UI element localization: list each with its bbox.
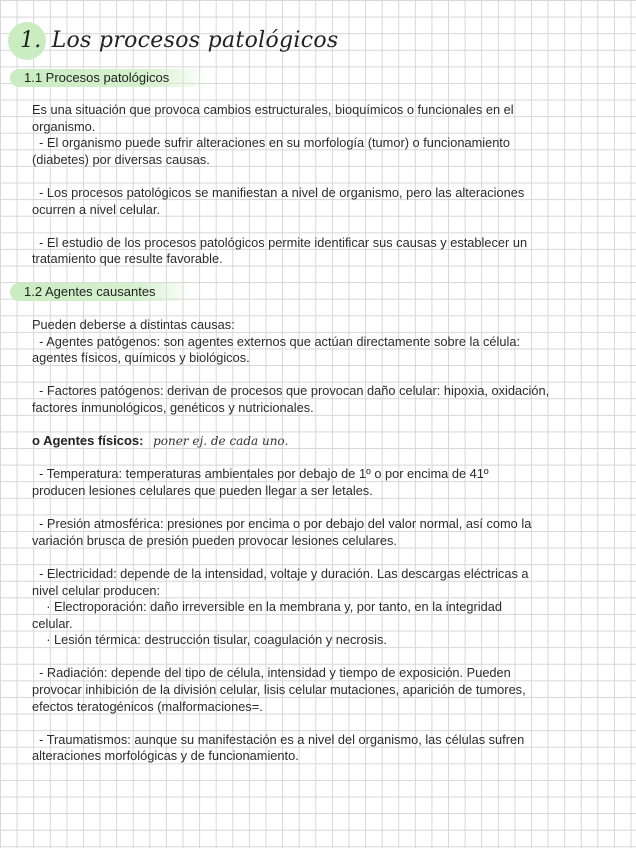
handwritten-note: poner ej. de cada uno. xyxy=(153,434,289,449)
title-text: Los procesos patológicos xyxy=(51,28,339,53)
text-line: - Electricidad: depende de la intensidad, voltaje y duración. Las descargas eléctricas a xyxy=(32,565,529,581)
text-line: - Los procesos patológicos se manifiestan a nivel de organismo, pero las alteraciones xyxy=(32,184,525,200)
text-line xyxy=(32,649,622,666)
section2-body xyxy=(32,317,622,765)
section1-body xyxy=(32,102,622,268)
section-heading-procesos: 1.1 Procesos patológicos xyxy=(10,69,208,87)
text-line: tratamiento que resulte favorable. xyxy=(32,251,223,267)
text-line: - Agentes patógenos: son agentes externos que actúan directamente sobre la célula: xyxy=(32,333,521,349)
text-line: - Presión atmosférica: presiones por encima o por debajo del valor normal, así como la xyxy=(32,516,532,532)
text-line: variación brusca de presión pueden provocar lesiones celulares. xyxy=(32,532,397,548)
text-line: alteraciones morfológicas y de funcionamiento. xyxy=(32,748,299,764)
text-line xyxy=(32,450,622,467)
text-line xyxy=(32,549,622,566)
text-line: ocurren a nivel celular. xyxy=(32,201,161,217)
text-line: - Factores patógenos: derivan de procesos que provocan daño celular: hipoxia, oxidación, xyxy=(32,383,550,399)
agentes-fisicos-label: o Agentes físicos: xyxy=(32,433,144,449)
text-line: factores inmunológicos, genéticos y nutricionales. xyxy=(32,399,314,415)
text-line: - Radiación: depende del tipo de célula, intensidad y tiempo de exposición. Pueden xyxy=(32,665,511,681)
title-number: 1. xyxy=(20,28,42,53)
text-line xyxy=(32,168,622,185)
section2-physical-agents xyxy=(32,450,622,765)
text-line: (diabetes) por diversas causas. xyxy=(32,151,210,167)
text-line: celular. xyxy=(32,615,73,631)
text-line xyxy=(32,417,622,434)
section2-intro xyxy=(32,317,622,433)
section-heading-agentes: 1.2 Agentes causantes xyxy=(10,283,193,301)
text-line: Pueden deberse a distintas causas: xyxy=(32,317,235,332)
text-line: organismo. xyxy=(32,118,96,134)
text-line xyxy=(32,367,622,384)
text-line: nivel celular producen: xyxy=(32,582,161,598)
page-title xyxy=(20,28,338,53)
text-line: - Traumatismos: aunque su manifestación es a nivel del organismo, las células sufren xyxy=(32,731,525,747)
text-line: efectos teratogénicos (malformaciones=. xyxy=(32,698,263,714)
text-line: - El estudio de los procesos patológicos permite identificar sus causas y establecer un xyxy=(32,234,528,250)
text-line xyxy=(32,715,622,732)
text-line: provocar inhibición de la división celular, lisis celular mutaciones, aparición de tumores, xyxy=(32,682,526,698)
text-line: · Electroporación: daño irreversible en la membrana y, por tanto, en la integridad xyxy=(32,599,502,615)
text-line: - El organismo puede sufrir alteraciones en su morfología (tumor) o funcionamiento xyxy=(32,135,510,151)
text-line: Es una situación que provoca cambios estructurales, bioquímicos o funcionales en el xyxy=(32,102,514,117)
text-line: · Lesión térmica: destrucción tisular, coagulación y necrosis. xyxy=(32,632,387,648)
text-line: - Temperatura: temperaturas ambientales por debajo de 1º o por encima de 41º xyxy=(32,466,489,482)
agentes-fisicos-line xyxy=(32,433,622,450)
text-line: agentes físicos, químicos y biológicos. xyxy=(32,350,250,366)
text-line xyxy=(32,218,622,235)
text-line xyxy=(32,500,622,517)
text-line: producen lesiones celulares que pueden llegar a ser letales. xyxy=(32,482,373,498)
